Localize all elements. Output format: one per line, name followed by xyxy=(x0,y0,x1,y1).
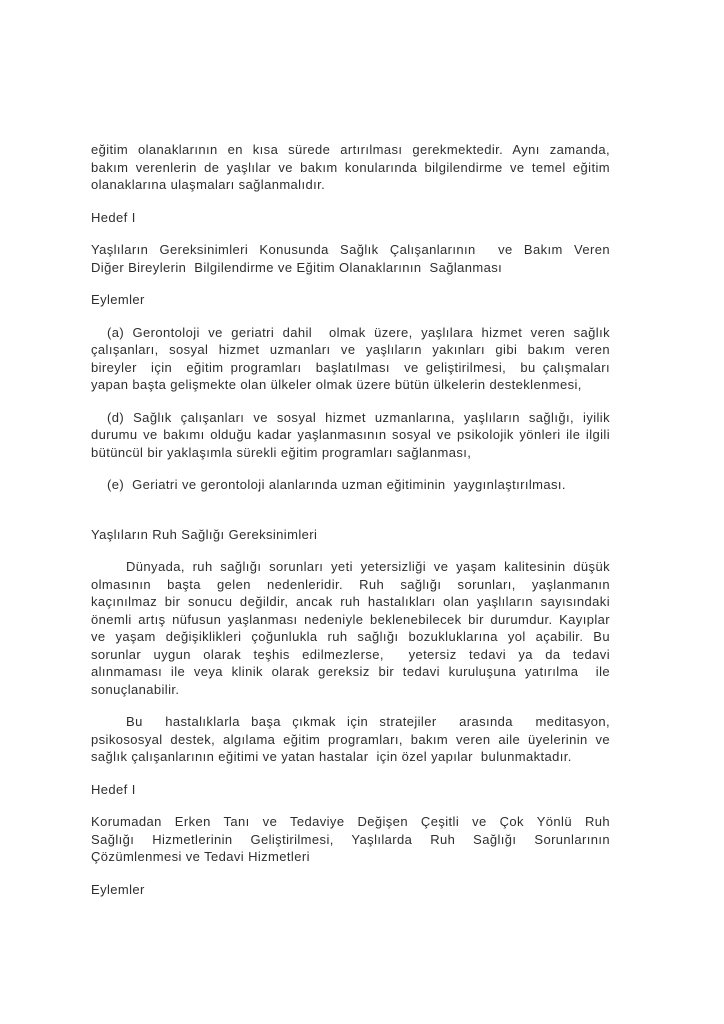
goal-title-2 xyxy=(91,813,610,866)
heading-hedef-2 xyxy=(91,781,610,799)
paragraph-bu-hastaliklarla xyxy=(91,713,610,766)
paragraph-dunyada-line-7: alınmaması ile veya klinik olarak gereksiz bir tedavi kuruluşuna yatırılma ile xyxy=(91,664,610,679)
paragraph-dunyada-line-3: kaçınılmaz bir sonucu değildir, ancak ruh hastalıkları olan yaşlıların sayısındaki xyxy=(91,594,610,609)
paragraph-intro-line-1: eğitim olanaklarının en kısa sürede artırılması gerekmektedir. Aynı zamanda, xyxy=(91,142,610,157)
paragraph-intro-line-2: bakım verenlerin de yaşlılar ve bakım konularında bilgilendirme ve temel eğitim xyxy=(91,159,610,175)
document-content xyxy=(91,141,610,898)
heading-hedef-1-line-1: Hedef I xyxy=(91,209,136,225)
paragraph-bu-hastaliklarla-line-1: Bu hastalıklarla başa çıkmak için stratejiler arasında meditasyon, xyxy=(126,714,610,729)
paragraph-intro xyxy=(91,141,610,194)
label-eylemler-2-line-1: Eylemler xyxy=(91,881,145,897)
paragraph-dunyada-line-6: sorunlar uygun olarak teşhis edilmezlerse, yetersiz tedavi ya da tedavi xyxy=(91,646,610,662)
paragraph-bu-hastaliklarla-line-3: sağlık çalışanlarının eğitimi ve yatan hastalar için özel yapılar bulunmaktadır. xyxy=(91,749,572,764)
list-item-a-line-3: bireyler için eğitim programları başlatılması ve geliştirilmesi, bu çalışmaları xyxy=(91,359,610,375)
paragraph-dunyada-line-1: Dünyada, ruh sağlığı sorunları yeti yetersizliği ve yaşam kalitesinin düşük xyxy=(126,559,610,574)
list-item-d-line-1: (d) Sağlık çalışanları ve sosyal hizmet uzmanlarına, yaşlıların sağlığı, iyilik xyxy=(107,409,610,425)
paragraph-intro-line-3: olanaklarına ulaşmaları sağlanmalıdır. xyxy=(91,177,326,192)
list-item-d-line-2: durumu ve bakımı olduğu kadar yaşlanmasının sosyal ve psikolojik yönleri ile ilgili xyxy=(91,427,610,442)
list-item-a-line-1: (a) Gerontoloji ve geriatri dahil olmak üzere, yaşlılara hizmet veren sağlık xyxy=(107,324,610,340)
paragraph-dunyada xyxy=(91,558,610,698)
list-item-a xyxy=(91,324,610,394)
goal-title-2-line-3: Çözümlenmesi ve Tedavi Hizmetleri xyxy=(91,849,310,864)
goal-title-1 xyxy=(91,241,610,276)
list-item-a-line-4: yapan başta gelişmekte olan ülkeler olmak üzere bütün ülkelerin desteklenmesi, xyxy=(91,377,582,392)
heading-hedef-2-line-1: Hedef I xyxy=(91,781,136,797)
label-eylemler-1-line-1: Eylemler xyxy=(91,292,145,307)
goal-title-2-line-2: Sağlığı Hizmetlerinin Geliştirilmesi, Yaşlılarda Ruh Sağlığı Sorunlarının xyxy=(91,831,610,847)
paragraph-dunyada-line-4: önemli artış nüfusun yaşlanması nedeniyle beklenebilecek bir durumdur. Kayıplar xyxy=(91,611,610,627)
label-eylemler-2 xyxy=(91,881,610,899)
section-heading-ruh-sagligi-line-1: Yaşlıların Ruh Sağlığı Gereksinimleri xyxy=(91,526,318,542)
paragraph-dunyada-line-5: ve yaşam değişiklikleri çoğunlukla ruh sağlığı bozukluklarına yol açabilir. Bu xyxy=(91,629,610,644)
label-eylemler-1 xyxy=(91,291,610,309)
paragraph-dunyada-line-2: olmasının başta gelen nedenleridir. Ruh sağlığı sorunları, yaşlanmanın xyxy=(91,576,610,592)
goal-title-1-line-1: Yaşlıların Gereksinimleri Konusunda Sağlık Çalışanlarının ve Bakım Veren xyxy=(91,242,610,257)
section-heading-ruh-sagligi xyxy=(91,526,610,544)
list-item-a-line-2: çalışanları, sosyal hizmet uzmanları ve yaşlıların yakınları gibi bakım veren xyxy=(91,342,610,357)
heading-hedef-1 xyxy=(91,209,610,227)
list-item-d-line-3: bütüncül bir yaklaşımla sürekli eğitim programları sağlanması, xyxy=(91,444,472,460)
list-item-e-line-1: (e) Geriatri ve gerontoloji alanlarında uzman eğitiminin yaygınlaştırılması. xyxy=(107,477,566,492)
paragraph-bu-hastaliklarla-line-2: psikososyal destek, algılama eğitim programları, bakım veren aile üyelerinin ve xyxy=(91,731,610,747)
list-item-d xyxy=(91,409,610,462)
paragraph-dunyada-line-8: sonuçlanabilir. xyxy=(91,681,180,697)
goal-title-1-line-2: Diğer Bireylerin Bilgilendirme ve Eğitim Olanaklarının Sağlanması xyxy=(91,259,503,275)
list-item-e xyxy=(91,476,610,494)
goal-title-2-line-1: Korumadan Erken Tanı ve Tedaviye Değişen Çeşitli ve Çok Yönlü Ruh xyxy=(91,814,610,829)
